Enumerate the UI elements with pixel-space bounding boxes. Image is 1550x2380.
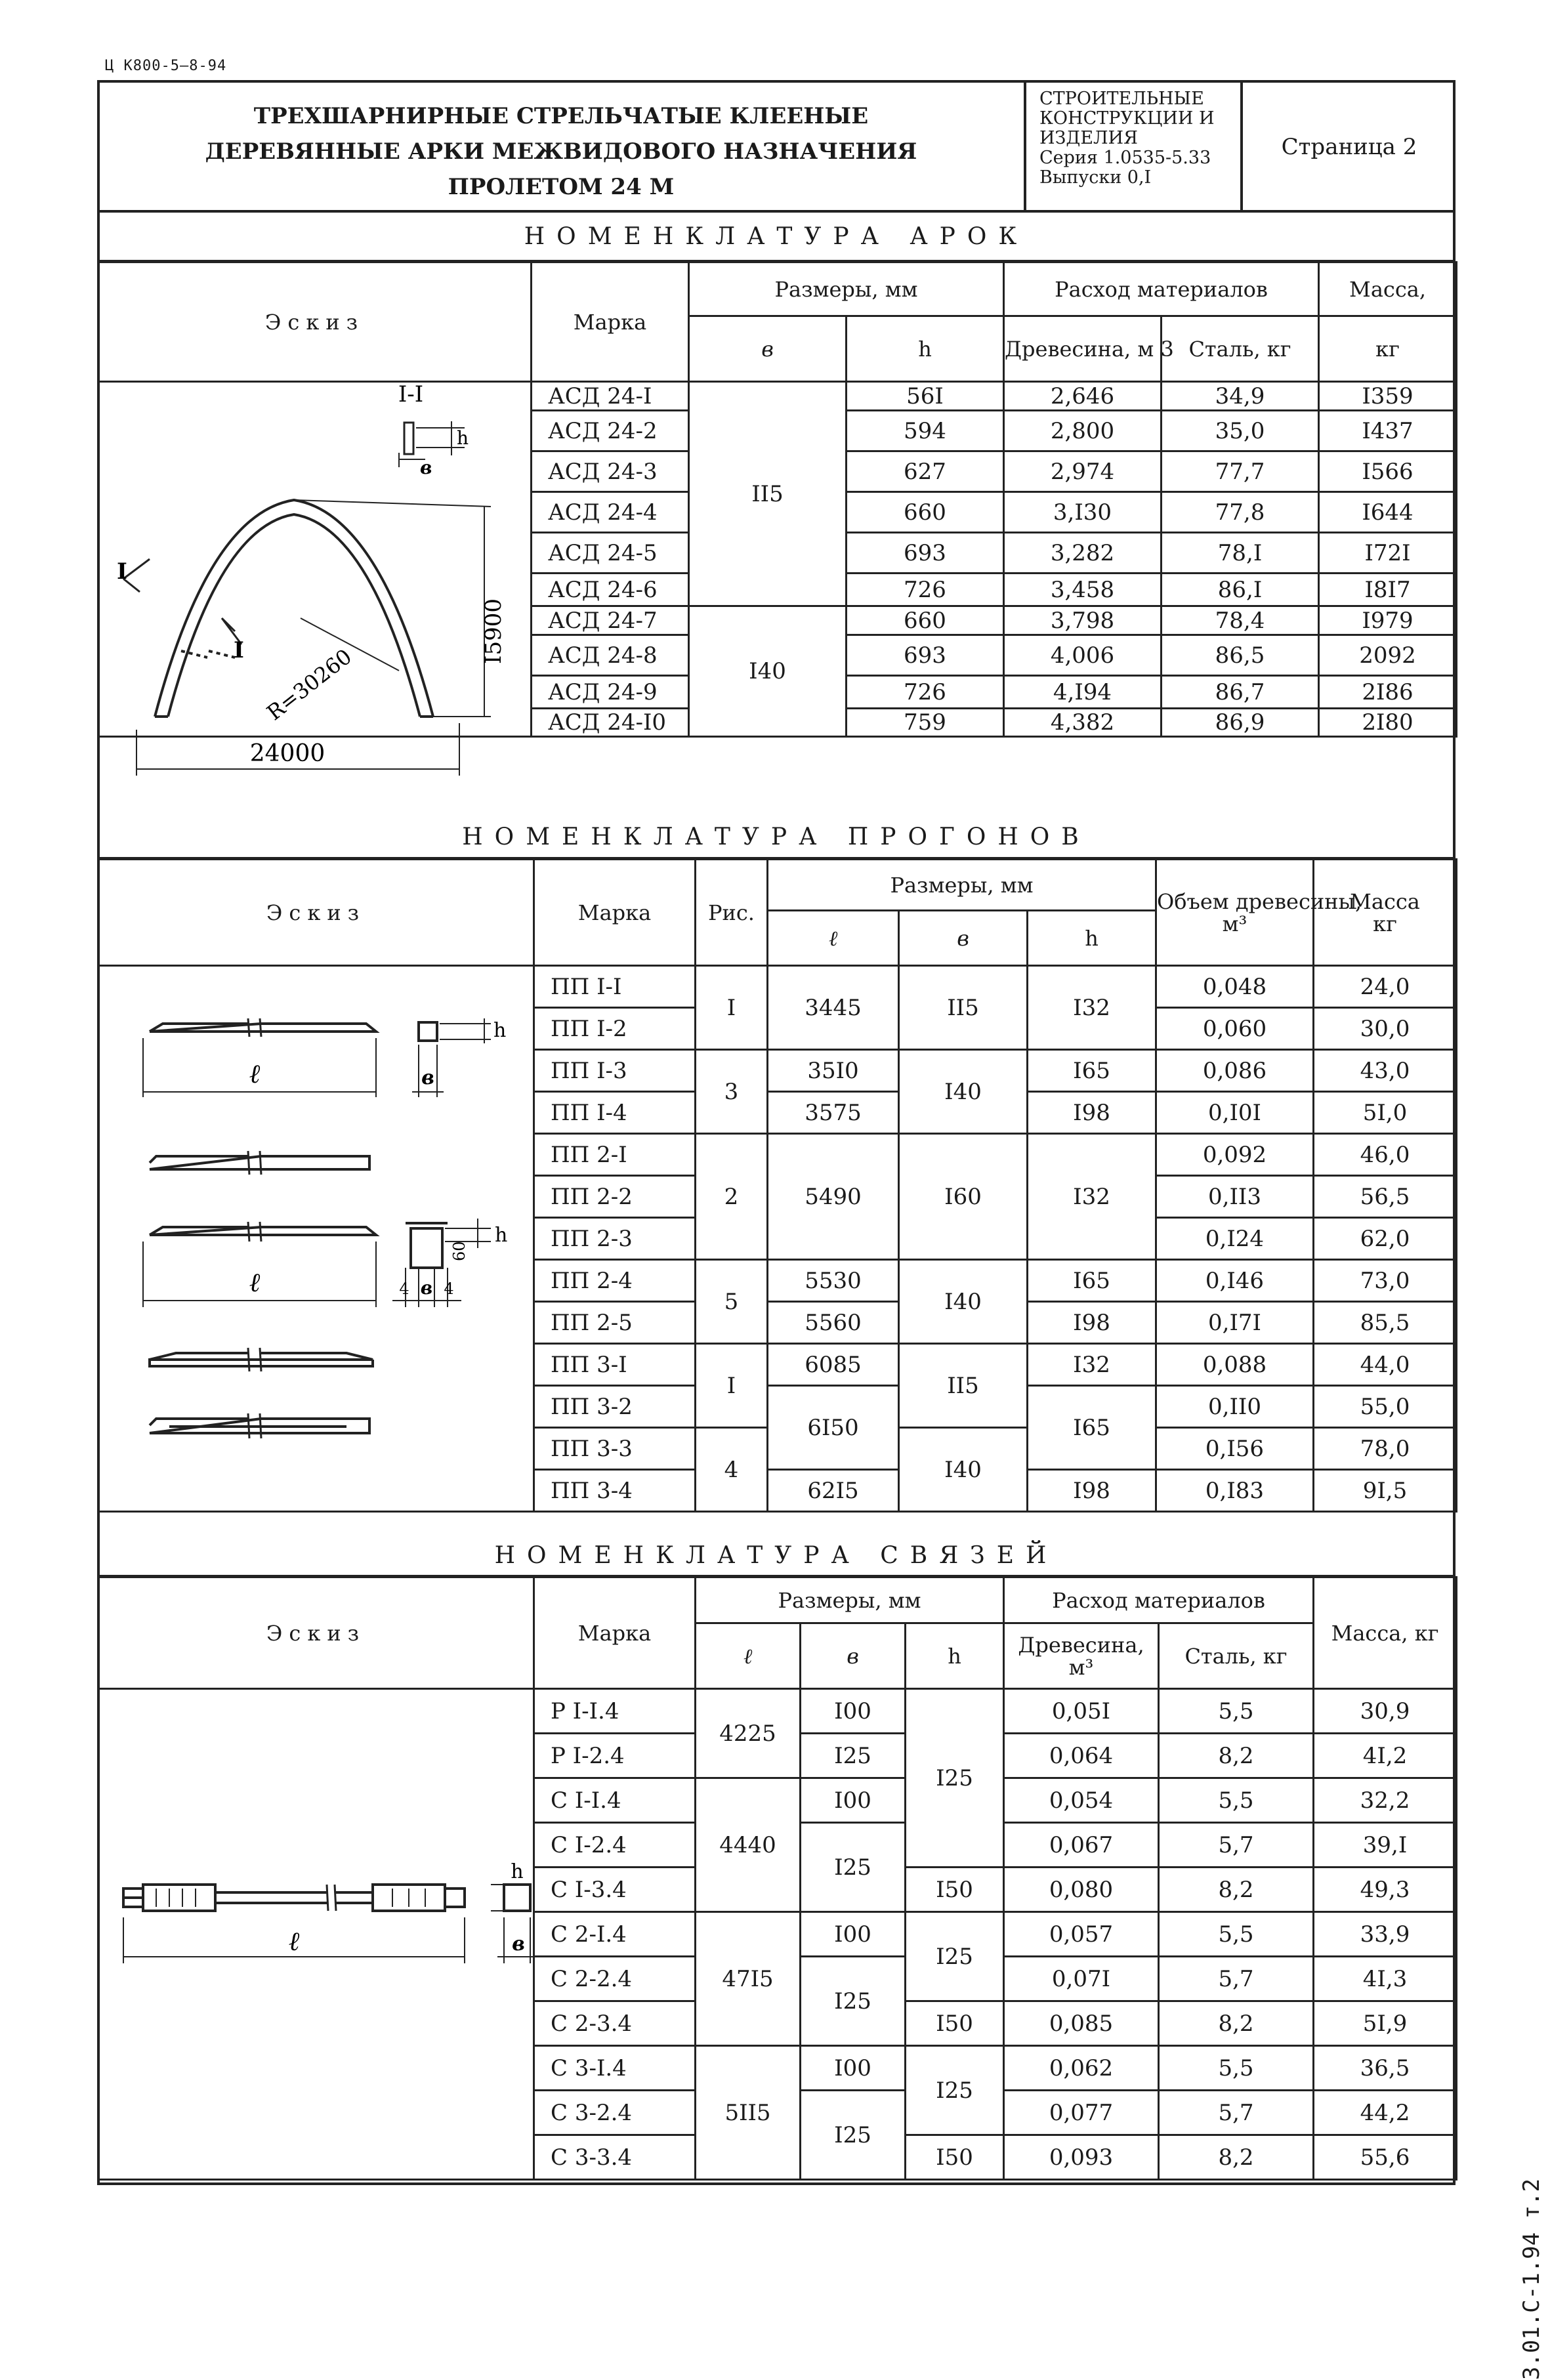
cell-marka: С 2-2.4	[534, 1957, 696, 2001]
header-l: ℓ	[696, 1623, 801, 1689]
cell-mass: 9I,5	[1314, 1470, 1457, 1512]
cell-volume: 0,086	[1156, 1050, 1314, 1092]
header-h: h	[1028, 911, 1156, 966]
width-label: в	[421, 1066, 434, 1089]
cell-wood: 0,064	[1004, 1734, 1159, 1778]
cell-h: 759	[847, 709, 1004, 737]
cell-marka: АСД 24-4	[532, 492, 689, 533]
cell-steel: 86,7	[1162, 676, 1319, 709]
cell-mass: 85,5	[1314, 1302, 1457, 1344]
cell-h: I98	[1028, 1470, 1156, 1512]
page-number: Страница 2	[1240, 83, 1456, 211]
cell-ris: I	[696, 966, 768, 1050]
cell-ris: 5	[696, 1260, 768, 1344]
cell-b: II5	[689, 382, 847, 606]
cell-marka: ПП I-2	[534, 1008, 696, 1050]
cell-marka: ПП 2-5	[534, 1302, 696, 1344]
cell-steel: 78,I	[1162, 533, 1319, 574]
cell-l: 47I5	[696, 1912, 801, 2046]
purlin-fig1	[150, 1024, 376, 1032]
cell-h: 56I	[847, 382, 1004, 411]
cell-ris: 3	[696, 1050, 768, 1134]
cell-h: 726	[847, 574, 1004, 606]
cell-steel: 35,0	[1162, 411, 1319, 451]
cell-h: 627	[847, 451, 1004, 492]
height-label: h	[511, 1860, 524, 1883]
cell-mass: 46,0	[1314, 1134, 1457, 1176]
cell-l: 4225	[696, 1689, 801, 1778]
cell-marka: АСД 24-2	[532, 411, 689, 451]
cell-marka: ПП I-I	[534, 966, 696, 1008]
cell-mass: 49,3	[1314, 1868, 1457, 1912]
cell-h: I65	[1028, 1050, 1156, 1092]
cell-wood: 4,382	[1004, 709, 1162, 737]
cell-steel: 86,9	[1162, 709, 1319, 737]
series-line: КОНСТРУКЦИИ И	[1039, 108, 1215, 129]
brace-sketch	[97, 1688, 533, 2147]
cell-volume: 0,I24	[1156, 1218, 1314, 1260]
header-b: в	[801, 1623, 906, 1689]
cell-steel: 77,7	[1162, 451, 1319, 492]
cell-mass: 2092	[1319, 635, 1457, 676]
arch-sketch	[97, 382, 530, 802]
cell-l: 5490	[768, 1134, 899, 1260]
title-line: ПРОЛЕТОМ 24 М	[448, 174, 675, 200]
section-title-braces: НОМЕНКЛАТУРА СВЯЗЕЙ	[494, 1542, 1058, 1569]
header-volume	[1156, 860, 1362, 966]
cell-volume: 0,I7I	[1156, 1302, 1314, 1344]
cell-marka: АСД 24-5	[532, 533, 689, 574]
volume-unit: м³	[1222, 911, 1247, 936]
cell-wood: 2,974	[1004, 451, 1162, 492]
cell-marka: ПП 3-2	[534, 1386, 696, 1428]
cell-marka: АСД 24-9	[532, 676, 689, 709]
header-mass: Масса, кг	[1314, 1577, 1457, 1689]
cell-volume: 0,088	[1156, 1344, 1314, 1386]
cell-wood: 0,093	[1004, 2135, 1159, 2180]
header-wood: Древесина, м 3	[1004, 316, 1162, 382]
cell-steel: 8,2	[1159, 1734, 1314, 1778]
height-dimension: I5900	[480, 598, 507, 664]
cell-mass: I72I	[1319, 533, 1457, 574]
cell-marka: ПП 2-3	[534, 1218, 696, 1260]
header-materials: Расход материалов	[1004, 262, 1319, 316]
cell-h: 726	[847, 676, 1004, 709]
title-line: ДЕРЕВЯННЫЕ АРКИ МЕЖВИДОВОГО НАЗНАЧЕНИЯ	[205, 138, 917, 165]
series-line: СТРОИТЕЛЬНЫЕ	[1039, 89, 1204, 109]
header-sketch: Эскиз	[98, 262, 532, 382]
volume-label: Объем древесины,	[1157, 888, 1362, 914]
cell-b: I25	[801, 2091, 906, 2180]
radius-dimension: R=30260	[262, 644, 357, 726]
cell-mass: 4I,3	[1314, 1957, 1457, 2001]
series-line: ИЗДЕЛИЯ	[1039, 128, 1138, 148]
cell-volume: 0,I0I	[1156, 1092, 1314, 1134]
cell-volume: 0,048	[1156, 966, 1314, 1008]
cell-marka: С 2-I.4	[534, 1912, 696, 1957]
header-marka: Марка	[534, 860, 696, 966]
cell-marka: С 3-2.4	[534, 2091, 696, 2135]
cell-h: I25	[906, 1689, 1004, 1868]
cell-mass: I437	[1319, 411, 1457, 451]
cell-h: I32	[1028, 1134, 1156, 1260]
cell-h: I32	[1028, 1344, 1156, 1386]
header-wood: Древесина, м³	[1004, 1623, 1159, 1689]
cell-wood: 0,085	[1004, 2001, 1159, 2046]
cell-mass: 44,0	[1314, 1344, 1457, 1386]
cell-mass: I644	[1319, 492, 1457, 533]
cell-marka: ПП 2-2	[534, 1176, 696, 1218]
header-dims: Размеры, мм	[696, 1577, 1004, 1623]
mass-unit: кг	[1373, 911, 1397, 936]
cell-steel: 8,2	[1159, 1868, 1314, 1912]
cell-steel: 5,7	[1159, 1957, 1314, 2001]
cell-l: 3445	[768, 966, 899, 1050]
header-b: в	[689, 316, 847, 382]
cell-ris: 2	[696, 1134, 768, 1260]
cell-b: I00	[801, 1689, 906, 1734]
cut-mark-a: I	[117, 558, 127, 585]
document-title	[98, 98, 1024, 205]
cell-b: I40	[899, 1260, 1028, 1344]
cut-mark-b: I	[234, 637, 244, 663]
purlin-section1	[419, 1022, 437, 1041]
cell-mass: 2I80	[1319, 709, 1457, 737]
cell-mass: I8I7	[1319, 574, 1457, 606]
cell-marka: ПП 3-3	[534, 1428, 696, 1470]
cell-marka: АСД 24-8	[532, 635, 689, 676]
cell-marka: С I-2.4	[534, 1823, 696, 1868]
series-info	[1024, 83, 1240, 211]
cell-l: 6I50	[768, 1386, 899, 1470]
cell-marka: АСД 24-I0	[532, 709, 689, 737]
cell-volume: 0,I83	[1156, 1470, 1314, 1512]
length-label: ℓ	[249, 1059, 261, 1089]
cell-steel: 5,7	[1159, 1823, 1314, 1868]
header-ris: Рис.	[696, 860, 768, 966]
section-label: I-I	[398, 381, 424, 407]
brace-section	[504, 1885, 530, 1911]
section-title-purlins: НОМЕНКЛАТУРА ПРОГОНОВ	[462, 824, 1091, 850]
cell-h: I25	[906, 1912, 1004, 2001]
cell-l: 3575	[768, 1092, 899, 1134]
cell-mass: 24,0	[1314, 966, 1457, 1008]
cell-marka: С 3-3.4	[534, 2135, 696, 2180]
cell-h: 660	[847, 606, 1004, 635]
cell-marka: С I-I.4	[534, 1778, 696, 1823]
cell-marka: ПП I-3	[534, 1050, 696, 1092]
cell-h: 594	[847, 411, 1004, 451]
cell-h: I65	[1028, 1386, 1156, 1470]
cell-marka: Р I-2.4	[534, 1734, 696, 1778]
cell-steel: 5,5	[1159, 1689, 1314, 1734]
cell-volume: 0,II3	[1156, 1176, 1314, 1218]
cell-mass: 33,9	[1314, 1912, 1457, 1957]
header-dims: Размеры, мм	[689, 262, 1004, 316]
header-marka: Марка	[532, 262, 689, 382]
cell-b: I00	[801, 1778, 906, 1823]
cell-h: I50	[906, 1868, 1004, 1912]
cell-mass: I566	[1319, 451, 1457, 492]
cell-mass: 36,5	[1314, 2046, 1457, 2091]
cell-ris: I	[696, 1344, 768, 1428]
cell-l: 5II5	[696, 2046, 801, 2180]
cell-b: II5	[899, 966, 1028, 1050]
cell-wood: 4,006	[1004, 635, 1162, 676]
document-code: Ц К800-5—8-94	[105, 58, 227, 74]
cell-h: I25	[906, 2046, 1004, 2135]
cell-marka: АСД 24-7	[532, 606, 689, 635]
cell-h: I98	[1028, 1092, 1156, 1134]
header-sketch: Эскиз	[98, 860, 534, 966]
cell-wood: 3,798	[1004, 606, 1162, 635]
cell-mass: 30,0	[1314, 1008, 1457, 1050]
cell-mass: 30,9	[1314, 1689, 1457, 1734]
cell-marka: ПП 3-4	[534, 1470, 696, 1512]
cell-marka: С I-3.4	[534, 1868, 696, 1912]
cell-b: I40	[899, 1050, 1028, 1134]
section-width-label: в	[420, 457, 432, 478]
cell-h: I98	[1028, 1302, 1156, 1344]
side-label: 4	[444, 1280, 454, 1298]
cell-wood: 3,458	[1004, 574, 1162, 606]
header-materials: Расход материалов	[1004, 1577, 1314, 1623]
cell-steel: 8,2	[1159, 2001, 1314, 2046]
cell-marka: АСД 24-6	[532, 574, 689, 606]
cell-wood: 0,057	[1004, 1912, 1159, 1957]
cell-steel: 86,5	[1162, 635, 1319, 676]
mass-label: Масса	[1350, 888, 1420, 914]
cell-h: 693	[847, 635, 1004, 676]
cell-marka: С 3-I.4	[534, 2046, 696, 2091]
purlin-sketch	[97, 966, 533, 1511]
header-mass: Масса,	[1319, 262, 1457, 316]
height-label: h	[493, 1019, 507, 1042]
cell-volume: 0,060	[1156, 1008, 1314, 1050]
title-line: ТРЕХШАРНИРНЫЕ СТРЕЛЬЧАТЫЕ КЛЕЕНЫЕ	[253, 103, 869, 129]
cell-volume: 0,I56	[1156, 1428, 1314, 1470]
cell-steel: 34,9	[1162, 382, 1319, 411]
side-label: 4	[399, 1280, 409, 1298]
cell-marka: Р I-I.4	[534, 1689, 696, 1734]
width-label: в	[512, 1932, 525, 1955]
cell-marka: ПП I-4	[534, 1092, 696, 1134]
cell-marka: С 2-3.4	[534, 2001, 696, 2046]
cell-ris: 4	[696, 1428, 768, 1512]
section-height-label: h	[457, 427, 469, 449]
section-title-arches: НОМЕНКЛАТУРА АРОК	[524, 223, 1029, 250]
cell-h: I50	[906, 2001, 1004, 2046]
cell-h: I50	[906, 2135, 1004, 2180]
cell-mass: 5I,0	[1314, 1092, 1457, 1134]
cell-steel: 5,5	[1159, 1778, 1314, 1823]
header-l: ℓ	[768, 911, 899, 966]
cell-wood: 0,062	[1004, 2046, 1159, 2091]
cell-h: 693	[847, 533, 1004, 574]
cell-volume: 0,II0	[1156, 1386, 1314, 1428]
cell-volume: 0,092	[1156, 1134, 1314, 1176]
span-dimension: 24000	[249, 740, 325, 767]
cell-b: I25	[801, 1957, 906, 2046]
cell-b: I40	[899, 1428, 1028, 1512]
cell-l: 6085	[768, 1344, 899, 1386]
cell-steel: 77,8	[1162, 492, 1319, 533]
cell-mass: 56,5	[1314, 1176, 1457, 1218]
cell-wood: 2,800	[1004, 411, 1162, 451]
series-line: Серия 1.0535-5.33	[1039, 148, 1211, 168]
cell-mass: 32,2	[1314, 1778, 1457, 1823]
cell-marka: АСД 24-I	[532, 382, 689, 411]
size-60-label: 60	[450, 1241, 469, 1261]
header-h: h	[847, 316, 1004, 382]
cell-b: I60	[899, 1134, 1028, 1260]
cell-mass: I979	[1319, 606, 1457, 635]
cell-steel: 78,4	[1162, 606, 1319, 635]
cell-l: 4440	[696, 1778, 801, 1912]
sheet-code: 3.01.С-1.94 т.2	[1519, 2179, 1545, 2380]
cell-mass: 43,0	[1314, 1050, 1457, 1092]
cell-mass: 55,6	[1314, 2135, 1457, 2180]
cell-wood: 0,067	[1004, 1823, 1159, 1868]
cell-mass: I359	[1319, 382, 1457, 411]
header-mass-unit: кг	[1319, 316, 1457, 382]
header-b: в	[899, 911, 1028, 966]
cell-b: I25	[801, 1823, 906, 1912]
cell-b: II5	[899, 1344, 1028, 1428]
cell-b: I25	[801, 1734, 906, 1778]
cell-l: 35I0	[768, 1050, 899, 1092]
cell-wood: 0,080	[1004, 1868, 1159, 1912]
cell-steel: 86,I	[1162, 574, 1319, 606]
series-line: Выпуски 0,I	[1039, 167, 1152, 188]
cell-wood: 3,I30	[1004, 492, 1162, 533]
header-steel: Сталь, кг	[1159, 1623, 1314, 1689]
cell-steel: 5,7	[1159, 2091, 1314, 2135]
purlin-section3	[411, 1228, 442, 1268]
cell-mass: 55,0	[1314, 1386, 1457, 1428]
cell-marka: АСД 24-3	[532, 451, 689, 492]
cell-wood: 0,077	[1004, 2091, 1159, 2135]
header-dims: Размеры, мм	[768, 860, 1156, 911]
cell-steel: 5,5	[1159, 2046, 1314, 2091]
cell-wood: 3,282	[1004, 533, 1162, 574]
header-steel: Сталь, кг	[1162, 316, 1319, 382]
cell-b: I00	[801, 1912, 906, 1957]
cell-h: 660	[847, 492, 1004, 533]
width-label: в	[420, 1277, 433, 1299]
cell-wood: 0,054	[1004, 1778, 1159, 1823]
cell-h: I32	[1028, 966, 1156, 1050]
cell-b: I40	[689, 606, 847, 737]
cell-mass: 4I,2	[1314, 1734, 1457, 1778]
cell-steel: 5,5	[1159, 1912, 1314, 1957]
cell-mass: 5I,9	[1314, 2001, 1457, 2046]
cell-marka: ПП 2-4	[534, 1260, 696, 1302]
purlin-fig3	[150, 1227, 376, 1235]
cell-wood: 0,05I	[1004, 1689, 1159, 1734]
cell-steel: 8,2	[1159, 2135, 1314, 2180]
cell-l: 62I5	[768, 1470, 899, 1512]
cell-wood: 0,07I	[1004, 1957, 1159, 2001]
cell-mass: 2I86	[1319, 676, 1457, 709]
header-marka: Марка	[534, 1577, 696, 1689]
cell-mass: 44,2	[1314, 2091, 1457, 2135]
length-label: ℓ	[288, 1927, 300, 1957]
cell-l: 5560	[768, 1302, 899, 1344]
cell-wood: 4,I94	[1004, 676, 1162, 709]
cell-mass: 62,0	[1314, 1218, 1457, 1260]
header-sketch: Эскиз	[98, 1577, 534, 1689]
cell-mass: 73,0	[1314, 1260, 1457, 1302]
cell-l: 5530	[768, 1260, 899, 1302]
cell-marka: ПП 3-I	[534, 1344, 696, 1386]
header-h: h	[906, 1623, 1004, 1689]
height-label: h	[495, 1224, 508, 1247]
cell-mass: 39,I	[1314, 1823, 1457, 1868]
cell-mass: 78,0	[1314, 1428, 1457, 1470]
cell-volume: 0,I46	[1156, 1260, 1314, 1302]
cell-wood: 2,646	[1004, 382, 1162, 411]
cell-h: I65	[1028, 1260, 1156, 1302]
cell-marka: ПП 2-I	[534, 1134, 696, 1176]
cell-b: I00	[801, 2046, 906, 2091]
length-label: ℓ	[249, 1268, 261, 1298]
